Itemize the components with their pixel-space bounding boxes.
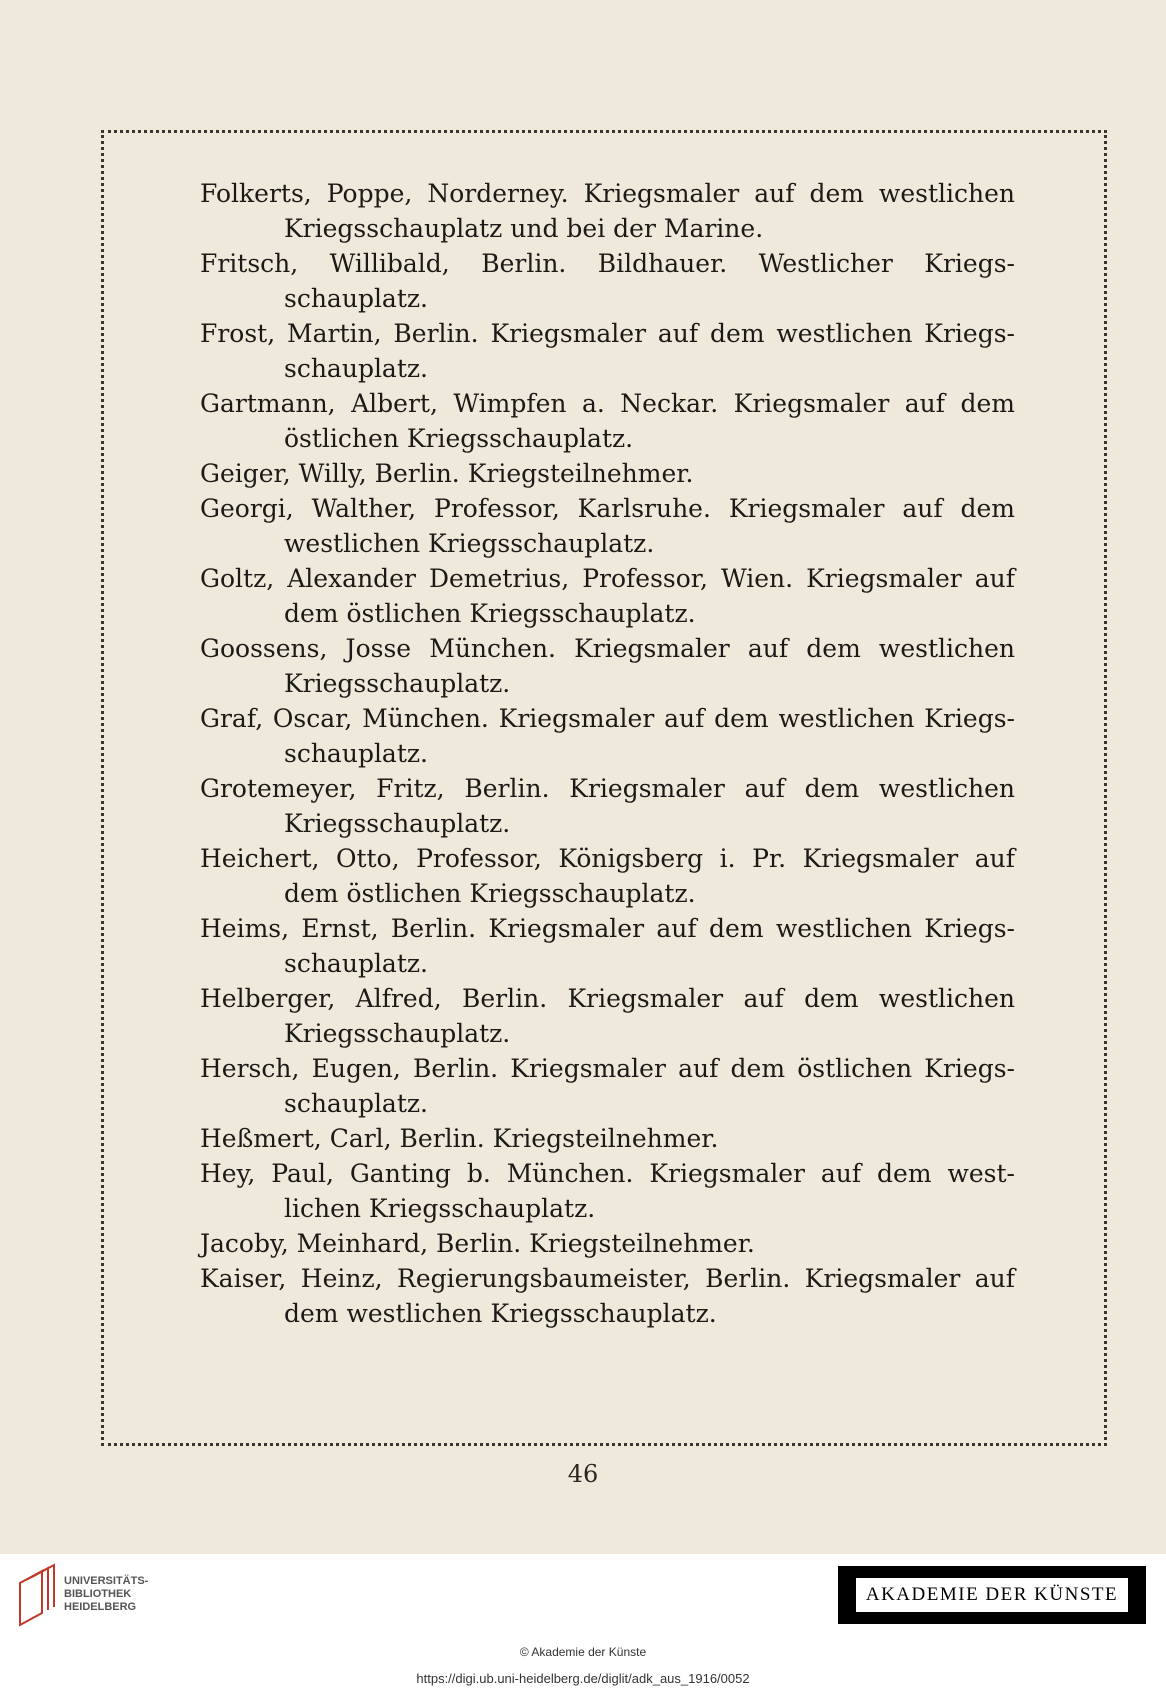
university-library-logo[interactable] (12, 1563, 162, 1627)
artist-entry: Goltz, Alexander Demetrius, Professor, Wien. Kriegsmaler auf dem östlichen Kriegsschauplatz. (200, 564, 1015, 628)
artist-entry: Kaiser, Heinz, Regierungsbaumeister, Berlin. Kriegsmaler auf dem westlichen Kriegsschauplatz. (200, 1264, 1015, 1328)
artist-entry: Heßmert, Carl, Berlin. Kriegsteilnehmer. (200, 1124, 719, 1153)
artist-entry: Hey, Paul, Ganting b. München. Kriegsmaler auf dem west-lichen Kriegsschauplatz. (200, 1159, 1015, 1223)
artist-entry-list (200, 176, 1015, 1331)
artist-entry: Folkerts, Poppe, Norderney. Kriegsmaler auf dem westlichen Kriegsschauplatz und bei der Marine. (200, 179, 1015, 243)
artist-entry: Geiger, Willy, Berlin. Kriegsteilnehmer. (200, 459, 694, 488)
artist-entry: Grotemeyer, Fritz, Berlin. Kriegsmaler auf dem westlichen Kriegsschauplatz. (200, 774, 1015, 838)
page-number: 46 (567, 1460, 599, 1488)
artist-entry: Jacoby, Meinhard, Berlin. Kriegsteilnehmer. (200, 1229, 755, 1258)
artist-entry: Hersch, Eugen, Berlin. Kriegsmaler auf dem östlichen Kriegs-schauplatz. (200, 1054, 1015, 1118)
library-logo-text: UNIVERSITÄTS- BIBLIOTHEK HEIDELBERG (64, 1575, 149, 1613)
akademie-der-kuenste-logo[interactable] (838, 1566, 1146, 1624)
artist-entry: Georgi, Walther, Professor, Karlsruhe. Kriegsmaler auf dem westlichen Kriegsschauplatz. (200, 494, 1015, 558)
akademie-logo-label: AKADEMIE DER KÜNSTE (856, 1578, 1128, 1612)
artist-entry: Gartmann, Albert, Wimpfen a. Neckar. Kriegsmaler auf dem östlichen Kriegsschauplatz. (200, 389, 1015, 453)
artist-entry: Helberger, Alfred, Berlin. Kriegsmaler auf dem westlichen Kriegsschauplatz. (200, 984, 1015, 1048)
artist-entry: Goossens, Josse München. Kriegsmaler auf dem westlichen Kriegsschauplatz. (200, 634, 1015, 698)
artist-entry: Frost, Martin, Berlin. Kriegsmaler auf dem westlichen Kriegs-schauplatz. (200, 319, 1015, 383)
artist-entry: Graf, Oscar, München. Kriegsmaler auf dem westlichen Kriegs-schauplatz. (200, 704, 1015, 768)
page-url[interactable]: https://digi.ub.uni-heidelberg.de/diglit/adk_aus_1916/0052 (416, 1671, 750, 1686)
artist-entry: Heims, Ernst, Berlin. Kriegsmaler auf dem westlichen Kriegs-schauplatz. (200, 914, 1015, 978)
artist-entry: Heichert, Otto, Professor, Königsberg i. Pr. Kriegsmaler auf dem östlichen Kriegsschauplatz. (200, 844, 1015, 908)
library-logo-icon (12, 1563, 58, 1627)
artist-entry: Fritsch, Willibald, Berlin. Bildhauer. Westlicher Kriegs-schauplatz. (200, 249, 1015, 313)
copyright-notice: © Akademie der Künste (519, 1645, 647, 1659)
